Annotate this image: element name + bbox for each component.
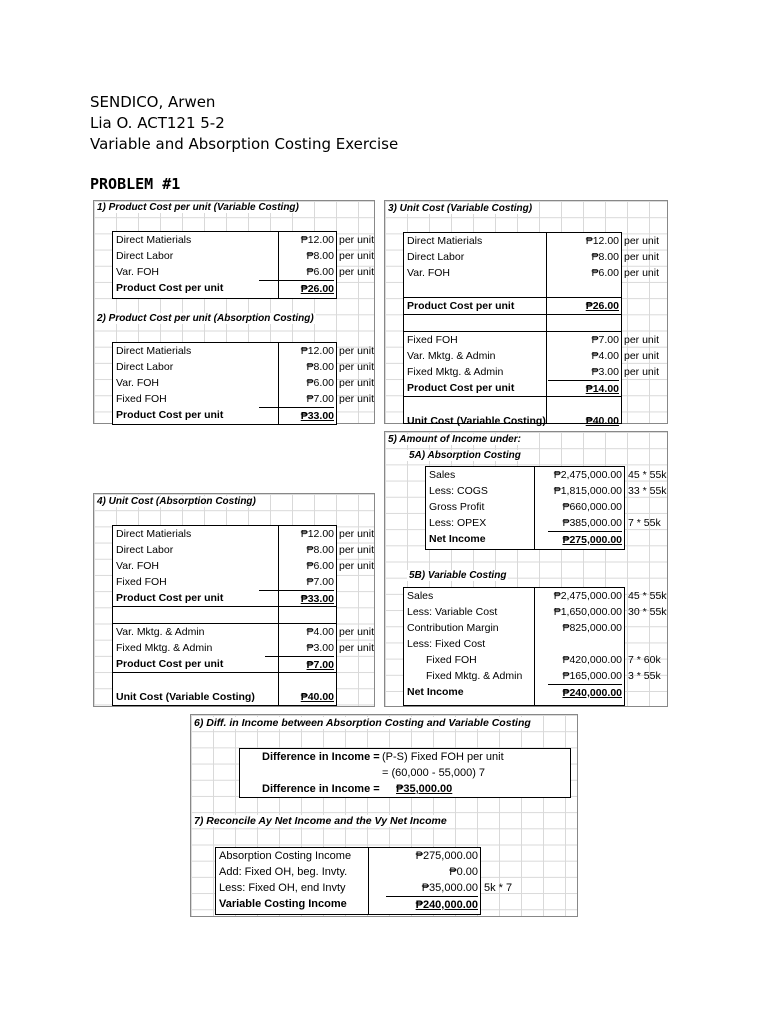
panel-difference-reconcile: [190, 714, 578, 917]
p5b-total-row: Net Income ₱240,000.00: [407, 686, 622, 699]
p4-row: Fixed FOH ₱7.00: [116, 576, 334, 588]
p3-row: Direct Labor ₱8.00 per unit: [407, 251, 660, 263]
p7-row: Less: Fixed OH, end Invty ₱35,000.00 5k * 7: [219, 882, 513, 894]
class-section: Lia O. ACT121 5-2: [90, 114, 225, 132]
p3-row: [404, 314, 621, 331]
panel-product-cost: [93, 200, 375, 424]
p5a-row: Gross Profit ₱660,000.00: [429, 501, 622, 513]
p6-line: = (60,000 - 55,000) 7: [382, 767, 486, 779]
p4-row: Fixed Mktg. & Admin ₱3.00 per unit: [116, 642, 375, 654]
p1-table: [112, 231, 375, 299]
p2-row: Direct Labor ₱8.00 per unit: [116, 361, 375, 373]
p4-row: Var. Mktg. & Admin ₱4.00 per unit: [113, 623, 336, 640]
p7-title: 7) Reconcile Ay Net Income and the Vy Net Income: [194, 815, 447, 827]
p4-subtotal-row: Product Cost per unit ₱33.00: [116, 592, 334, 605]
p5-title: 5) Amount of Income under:: [388, 434, 521, 445]
student-name: SENDICO, Arwen: [90, 93, 216, 111]
p7-row: Absorption Costing Income ₱275,000.00: [219, 850, 478, 862]
p5b-row: Sales ₱2,475,000.00 45 * 55k: [407, 590, 667, 602]
p2-row: Fixed FOH ₱7.00 per unit: [116, 393, 375, 405]
p3-row: [404, 396, 621, 413]
p2-title: 2) Product Cost per unit (Absorption Costing): [97, 313, 314, 324]
panel-amount-of-income: [384, 431, 668, 707]
p1-total-row: Product Cost per unit ₱26.00: [116, 282, 334, 295]
p3-row: Var. Mktg. & Admin ₱4.00 per unit: [407, 350, 660, 362]
document-title: Variable and Absorption Costing Exercise: [90, 135, 399, 153]
p4-row: Direct Labor ₱8.00 per unit: [116, 544, 375, 556]
p4-row: [113, 672, 336, 689]
p5b-title: 5B) Variable Costing: [409, 570, 507, 581]
p5a-row: Less: COGS ₱1,815,000.00 33 * 55k: [429, 485, 667, 497]
p5b-row: Less: Variable Cost ₱1,650,000.00 30 * 55k: [407, 606, 667, 618]
panel-unit-cost-absorption: [93, 493, 375, 707]
p5b-row: Contribution Margin ₱825,000.00: [407, 622, 622, 634]
p5b-row: Fixed Mktg. & Admin ₱165,000.00 3 * 55k: [426, 670, 661, 682]
p2-row: Direct Matierials ₱12.00 per unit: [116, 345, 375, 357]
p1-row: Direct Matierials ₱12.00 per unit: [116, 234, 375, 246]
p5b-row: Fixed FOH ₱420,000.00 7 * 60k: [426, 654, 661, 666]
p5a-row: Sales ₱2,475,000.00 45 * 55k: [429, 469, 667, 481]
p4-row: Direct Matierials ₱12.00 per unit: [116, 528, 375, 540]
p4-row: [113, 606, 336, 623]
p7-table: [215, 847, 513, 915]
p3-row: Var. FOH ₱6.00 per unit: [407, 267, 660, 279]
p4-subtotal-row: Product Cost per unit ₱7.00: [116, 658, 334, 671]
p6-box: [239, 748, 571, 798]
problem-heading: PROBLEM #1: [90, 175, 181, 193]
p5a-total-row: Net Income ₱275,000.00: [429, 533, 622, 546]
p3-row: [404, 281, 621, 297]
p7-total-row: Variable Costing Income ₱240,000.00: [219, 898, 478, 911]
p3-table: [403, 232, 660, 427]
p5a-title: 5A) Absorption Costing: [409, 450, 521, 461]
p1-row: Var. FOH ₱6.00 per unit: [116, 266, 375, 278]
p5b-row: Less: Fixed Cost: [407, 638, 486, 650]
p2-table: [112, 342, 375, 425]
p7-row: Add: Fixed OH, beg. Invty. ₱0.00: [219, 866, 478, 878]
p2-row: Var. FOH ₱6.00 per unit: [116, 377, 375, 389]
p4-row: Var. FOH ₱6.00 per unit: [116, 560, 375, 572]
p3-row: Direct Matierials ₱12.00 per unit: [407, 235, 660, 247]
p6-line: Difference in Income = (P-S) Fixed FOH per unit: [262, 751, 504, 763]
p1-row: Direct Labor ₱8.00 per unit: [116, 250, 375, 262]
p3-subtotal-row: Product Cost per unit ₱14.00: [407, 382, 619, 395]
p5b-table: [403, 587, 667, 706]
p4-total-row: Unit Cost (Variable Costing) ₱40.00: [116, 691, 334, 703]
p5a-table: [425, 466, 667, 550]
p4-table: [112, 525, 375, 706]
p3-row: Fixed FOH ₱7.00 per unit: [404, 331, 621, 348]
p5a-row: Less: OPEX ₱385,000.00 7 * 55k: [429, 517, 661, 529]
p1-title: 1) Product Cost per unit (Variable Costing): [97, 202, 299, 213]
p3-row: Fixed Mktg. & Admin ₱3.00 per unit: [407, 366, 660, 378]
p2-total-row: Product Cost per unit ₱33.00: [116, 409, 334, 422]
p3-total-row: Unit Cost (Variable Costing) ₱40.00: [407, 415, 619, 427]
p6-line: Difference in Income = ₱35,000.00: [262, 783, 453, 795]
panel-unit-cost-variable: [384, 200, 668, 427]
p3-title: 3) Unit Cost (Variable Costing): [388, 203, 533, 214]
p4-title: 4) Unit Cost (Absorption Costing): [97, 496, 256, 507]
p3-subtotal-row: Product Cost per unit ₱26.00: [404, 297, 621, 314]
p6-title: 6) Diff. in Income between Absorption Costing and Variable Costing: [194, 717, 531, 729]
